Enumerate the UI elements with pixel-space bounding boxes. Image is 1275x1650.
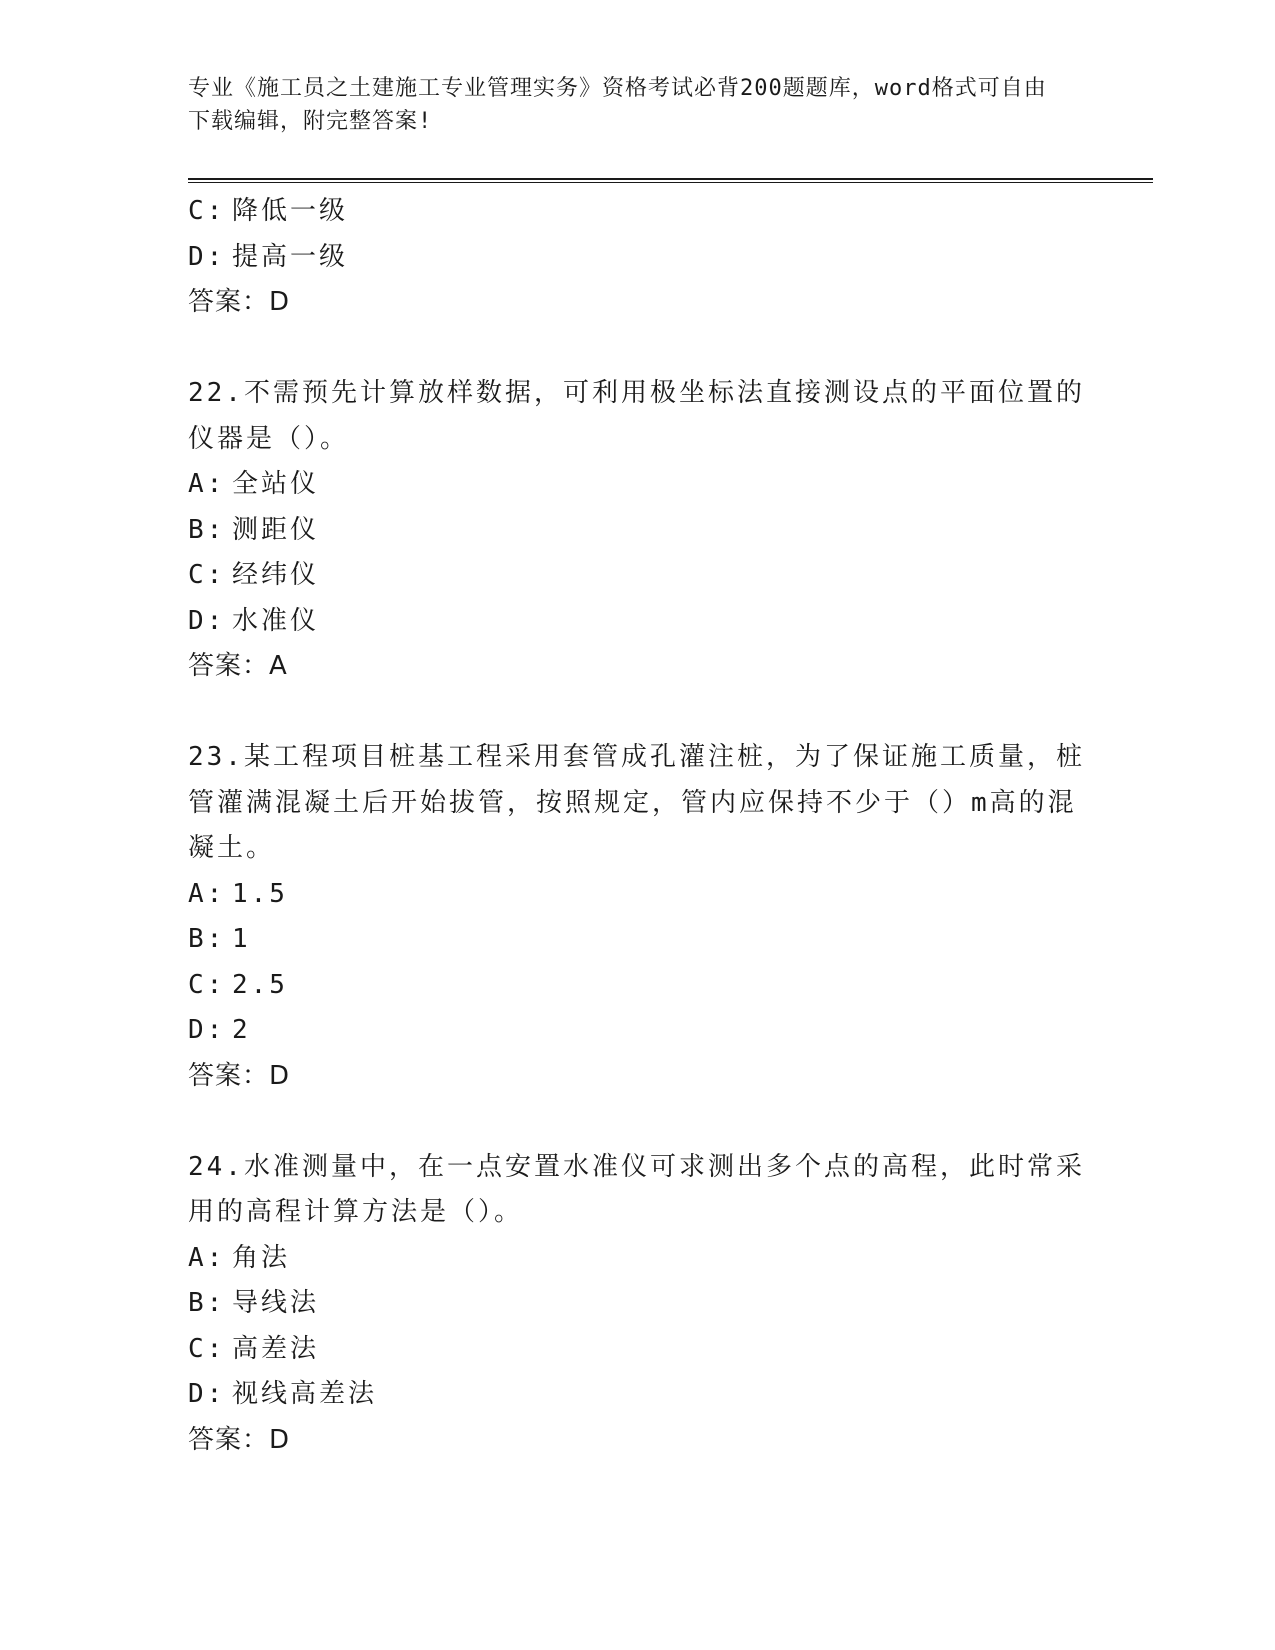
option-key: B: bbox=[188, 514, 226, 545]
option-key: C: bbox=[188, 560, 226, 590]
option-key: C: bbox=[188, 969, 226, 1000]
question-block-24 bbox=[188, 1145, 1088, 1464]
option-key: A: bbox=[188, 469, 226, 499]
option-line bbox=[188, 1008, 1088, 1054]
question-block-22 bbox=[188, 371, 1088, 690]
option-text: 测距仪 bbox=[232, 514, 320, 545]
option-text: 视线高差法 bbox=[232, 1379, 378, 1409]
option-key: B: bbox=[188, 924, 226, 954]
document-header bbox=[188, 72, 1068, 138]
option-text: 导线法 bbox=[232, 1288, 320, 1318]
option-line bbox=[188, 462, 1088, 508]
option-line bbox=[188, 1281, 1088, 1327]
option-text: 高差法 bbox=[232, 1333, 320, 1364]
option-line bbox=[188, 1372, 1088, 1418]
option-key: D: bbox=[188, 605, 226, 636]
question-stem: 用的高程计算方法是（）。 bbox=[188, 1197, 524, 1227]
spacer bbox=[188, 326, 1088, 372]
option-key: D: bbox=[188, 241, 226, 272]
option-line bbox=[188, 963, 1088, 1009]
question-stem: 管灌满混凝土后开始拔管，按照规定，管内应保持不少于（）m高的混 bbox=[188, 787, 1077, 818]
option-key: D: bbox=[188, 1379, 226, 1409]
option-line bbox=[188, 872, 1088, 918]
answer-line: 答案：D bbox=[188, 1060, 291, 1091]
option-text: 提高一级 bbox=[232, 241, 349, 272]
answer-line: 答案：D bbox=[188, 287, 291, 317]
option-key: C: bbox=[188, 196, 226, 226]
option-key: A: bbox=[188, 878, 226, 909]
prev-question-block bbox=[188, 189, 1088, 326]
option-text: 2 bbox=[232, 1015, 251, 1045]
option-key: B: bbox=[188, 1288, 226, 1318]
spacer bbox=[188, 1099, 1088, 1145]
question-stem: 仪器是（）。 bbox=[188, 423, 350, 454]
option-text: 经纬仪 bbox=[232, 560, 320, 590]
option-line bbox=[188, 553, 1088, 599]
question-stem: 24.水准测量中，在一点安置水准仪可求测出多个点的高程，此时常采 bbox=[188, 1151, 1085, 1182]
question-stem: 22.不需预先计算放样数据，可利用极坐标法直接测设点的平面位置的 bbox=[188, 378, 1085, 408]
header-title: 专业《施工员之土建施工专业管理实务》资格考试必背200题题库，word格式可自由下载编辑，附完整答案! bbox=[188, 76, 1047, 134]
option-text: 降低一级 bbox=[232, 196, 349, 226]
option-line bbox=[188, 508, 1088, 554]
option-line bbox=[188, 189, 1088, 235]
question-stem: 23.某工程项目桩基工程采用套管成孔灌注桩，为了保证施工质量，桩 bbox=[188, 742, 1085, 772]
question-block-23 bbox=[188, 735, 1088, 1099]
option-text: 全站仪 bbox=[232, 469, 320, 499]
question-list bbox=[188, 189, 1088, 1463]
answer-line: 答案：A bbox=[188, 651, 288, 681]
answer-line: 答案：D bbox=[188, 1424, 291, 1455]
header-divider-thin bbox=[188, 182, 1153, 183]
spacer bbox=[188, 690, 1088, 736]
option-key: A: bbox=[188, 1242, 226, 1273]
option-line bbox=[188, 235, 1088, 281]
option-text: 1 bbox=[232, 924, 251, 954]
option-text: 1.5 bbox=[232, 878, 288, 909]
option-line bbox=[188, 1236, 1088, 1282]
header-divider-thick bbox=[188, 178, 1153, 180]
option-key: D: bbox=[188, 1015, 226, 1045]
option-text: 2.5 bbox=[232, 969, 288, 1000]
option-text: 角法 bbox=[232, 1242, 291, 1273]
option-line bbox=[188, 1327, 1088, 1373]
option-key: C: bbox=[188, 1333, 226, 1364]
option-text: 水准仪 bbox=[232, 605, 320, 636]
option-line bbox=[188, 917, 1088, 963]
option-line bbox=[188, 599, 1088, 645]
question-stem: 凝土。 bbox=[188, 833, 276, 863]
